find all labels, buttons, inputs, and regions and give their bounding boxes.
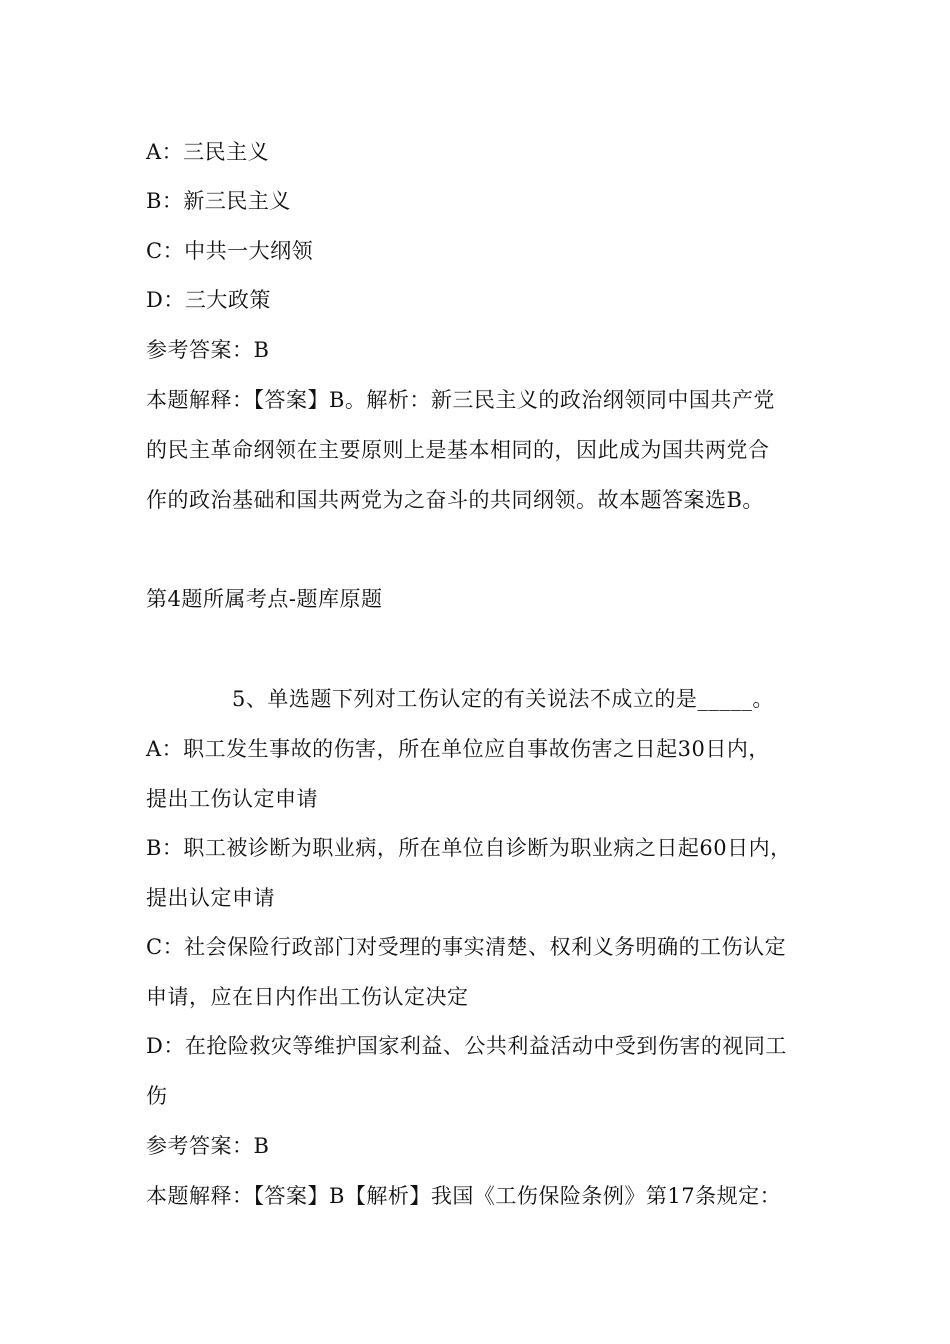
q5-question: 5、单选题下列对工伤认定的有关说法不成立的是_____。 (232, 687, 774, 711)
q5-option-c-line-2: 申请，应在日内作出工伤认定决定 (146, 985, 469, 1009)
q5-option-a-line-2: 提出工伤认定申请 (146, 787, 318, 811)
q5-option-d-line-1: D：在抢险救灾等维护国家利益、公共利益活动中受到伤害的视同工 (146, 1034, 787, 1058)
q4-topic: 第4题所属考点-题库原题 (146, 587, 383, 611)
q4-answer: 参考答案：B (146, 338, 270, 362)
q5-option-c-line-1: C：社会保险行政部门对受理的事实清楚、权利义务明确的工伤认定 (146, 935, 787, 959)
q4-explanation-line-2: 的民主革命纲领在主要原则上是基本相同的，因此成为国共两党合 (146, 438, 770, 462)
q5-option-a-line-1: A：职工发生事故的伤害，所在单位应自事故伤害之日起30日内， (146, 737, 770, 761)
q4-option-c: C：中共一大纲领 (146, 239, 314, 263)
q4-explanation-line-3: 作的政治基础和国共两党为之奋斗的共同纲领。故本题答案选B。 (146, 488, 764, 512)
q5-option-b-line-2: 提出认定申请 (146, 886, 275, 910)
q4-option-a: A：三民主义 (146, 140, 270, 164)
q5-explanation: 本题解释：【答案】B【解析】我国《工伤保险条例》第17条规定： (146, 1184, 782, 1208)
q4-explanation-line-1: 本题解释：【答案】B。解析：新三民主义的政治纲领同中国共产党 (146, 388, 775, 412)
q5-answer: 参考答案：B (146, 1134, 270, 1158)
q5-option-d-line-2: 伤 (146, 1084, 168, 1108)
q4-option-b: B：新三民主义 (146, 189, 291, 213)
q4-option-d: D：三大政策 (146, 288, 271, 312)
q5-option-b-line-1: B：职工被诊断为职业病，所在单位自诊断为职业病之日起60日内， (146, 836, 792, 860)
